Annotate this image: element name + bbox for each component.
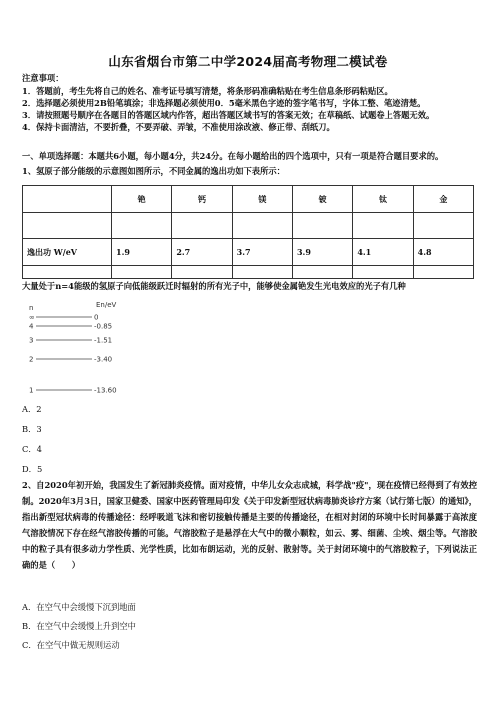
table-header-cell: 钙 bbox=[172, 186, 232, 213]
table-spacer-row bbox=[23, 266, 474, 279]
notice-item-3: 3．请按照题号顺序在各题目的答题区域内作答，超出答题区域书写的答案无效；在草稿纸、试题卷上答题无效。 bbox=[22, 110, 435, 120]
table-header-cell: 铯 bbox=[112, 186, 172, 213]
q1-question: 大量处于n=4能级的氢原子向低能级跃迁时辐射的所有光子中，能够使金属铯发生光电效应的光子有几种 bbox=[22, 281, 406, 291]
page-title: 山东省烟台市第二中学2024届高考物理二模试卷 bbox=[108, 54, 388, 69]
q2-stem: 2、自2020年初开始，我国发生了新冠肺炎疫情。面对疫情，中华儿女众志成城，科学战"疫"，现在疫情已经得到了有效控制。2020年3月3日，国家卫健委、国家中医药管理局印发《关于印发新型冠状病毒肺炎诊疗方案（试行第七版）的通知》，指出新型冠状病毒的传播途径：经呼吸道飞沫和密切接触传播是主要的传播途径，在相对封闭的环境中长时间暴露于高浓度气溶胶情况下存在经气溶胶传播的可能。气溶胶粒子是悬浮在大气中的微小颗粒，如云、雾、细菌、尘埃、烟尘等。气溶胶中的粒子具有很多动力学性质、光学性质，比如布朗运动，光的反射、散射等。关于封闭环境中的气溶胶粒子，下列说法正确的是（ ） bbox=[22, 480, 477, 570]
level-energy-label: 0 bbox=[94, 313, 99, 322]
q1-option-c[interactable]: C．4 bbox=[22, 444, 42, 454]
notice-item-4: 4．保持卡面清洁，不要折叠，不要弄破、弄皱，不准使用涂改液、修正带、刮纸刀。 bbox=[22, 122, 335, 132]
q2-option-c[interactable]: C．在空气中做无规则运动 bbox=[22, 640, 120, 650]
table-cell: 4.1 bbox=[353, 239, 413, 266]
diagram-energy-label: En/eV bbox=[96, 301, 117, 309]
q2-option-a[interactable]: A．在空气中会缓慢下沉到地面 bbox=[22, 602, 136, 612]
table-cell: 3.7 bbox=[232, 239, 292, 266]
level-n-label: 4 bbox=[29, 322, 34, 331]
level-n-label: 1 bbox=[29, 386, 34, 395]
work-function-table bbox=[22, 185, 474, 279]
level-n-label: 3 bbox=[29, 336, 34, 345]
level-energy-label: -1.51 bbox=[94, 336, 113, 345]
energy-level-diagram bbox=[26, 296, 136, 400]
table-cell: 2.7 bbox=[172, 239, 232, 266]
table-header-cell: 金 bbox=[413, 186, 473, 213]
q2-option-b[interactable]: B．在空气中会缓慢上升到空中 bbox=[22, 621, 136, 631]
level-energy-label: -3.40 bbox=[94, 355, 113, 364]
level-energy-label: -0.85 bbox=[94, 322, 113, 331]
table-cell: 1.9 bbox=[112, 239, 172, 266]
table-cell: 3.9 bbox=[292, 239, 352, 266]
table-cell: 4.8 bbox=[413, 239, 473, 266]
notice-item-1: 1．答题前，考生先将自己的姓名、准考证号填写清楚，将条形码准确粘贴在考生信息条形码粘贴区。 bbox=[22, 86, 393, 96]
level-n-label: ∞ bbox=[29, 313, 35, 322]
table-corner-cell bbox=[23, 186, 112, 213]
table-spacer-row bbox=[23, 213, 474, 239]
table-row bbox=[23, 239, 474, 266]
q1-option-b[interactable]: B．3 bbox=[22, 424, 42, 434]
table-header-cell: 钛 bbox=[353, 186, 413, 213]
level-n-label: 2 bbox=[29, 355, 34, 364]
q1-stem: 1、氢原子部分能级的示意图如图所示，不同金属的逸出功如下表所示： bbox=[22, 166, 285, 176]
diagram-n-label: n bbox=[29, 304, 34, 312]
table-header-cell: 镁 bbox=[232, 186, 292, 213]
table-row-label: 逸出功 W/eV bbox=[23, 239, 112, 266]
q1-option-d[interactable]: D．5 bbox=[22, 464, 43, 474]
notice-item-2: 2．选择题必须使用2B铅笔填涂；非选择题必须使用0．5毫米黑色字迹的签字笔书写，字体工整、笔迹清楚。 bbox=[22, 98, 426, 108]
table-header-row bbox=[23, 186, 474, 213]
table-header-cell: 铍 bbox=[292, 186, 352, 213]
level-energy-label: -13.60 bbox=[94, 386, 117, 395]
section-heading: 一、单项选择题：本题共6小题，每小题4分，共24分。在每小题给出的四个选项中，只有一项是符合题目要求的。 bbox=[22, 151, 444, 161]
q1-option-a[interactable]: A．2 bbox=[22, 404, 42, 414]
notice-heading: 注意事项： bbox=[22, 73, 64, 83]
